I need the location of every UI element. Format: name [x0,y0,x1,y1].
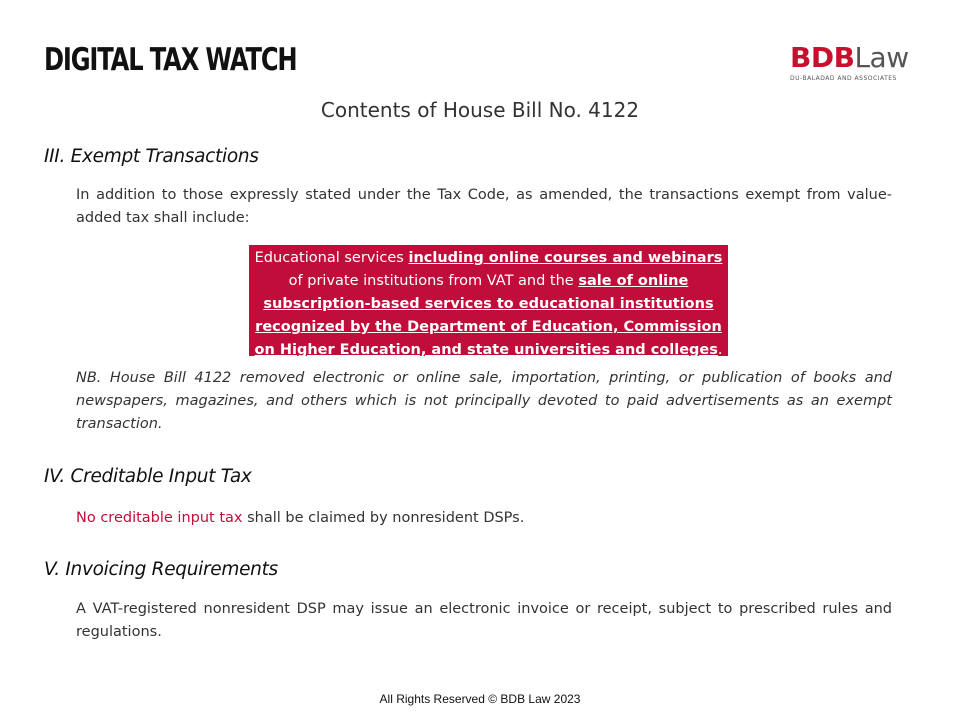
exempt-intro-paragraph: In addition to those expressly stated under the Tax Code, as amended, the transactions exempt from value-added tax shall include: [76,187,892,226]
slide-subtitle: Contents of House Bill No. 4122 [320,98,640,122]
box-underlined-1: including online courses and webinars [408,250,723,266]
section-heading-invoicing-requirements: V. Invoicing Requirements [44,559,278,580]
box-text-3: . [717,342,723,358]
footer-copyright: All Rights Reserved © BDB Law 2023 [379,692,581,706]
invoicing-paragraph: A VAT-registered nonresident DSP may issue an electronic invoice or receipt, subject to prescribed rules and regulations. [76,601,892,640]
section-heading-creditable-input-tax: IV. Creditable Input Tax [44,466,252,487]
bdb-law-logo [790,41,920,82]
logo-subtitle: DU-BALADAD AND ASSOCIATES [790,75,897,82]
section-heading-exempt-transactions: III. Exempt Transactions [44,146,259,167]
exempt-highlight-box [249,245,728,356]
box-text-2: of private institutions from VAT and the [288,273,579,289]
exempt-note-paragraph: NB. House Bill 4122 removed electronic or online sale, importation, printing, or publication of books and newspapers, magazines, and others which is not principally devoted to paid advertisements as an exempt transaction. [76,370,892,432]
logo-mark [790,41,920,74]
creditable-red-text: No creditable input tax [76,510,243,526]
box-underlined-2: sale of online subscription-based services to educational institutions recognized by the Department of Education, Commission on Higher Education, and state universities and colleges [254,273,722,358]
logo-bold-text: BDB [790,41,855,74]
creditable-rest-text: shall be claimed by nonresident DSPs. [242,510,525,526]
logo-light-text: Law [854,41,909,74]
creditable-input-tax-paragraph [76,507,892,530]
box-text-1: Educational services [254,250,409,266]
slide-title: DIGITAL TAX WATCH [44,42,297,78]
